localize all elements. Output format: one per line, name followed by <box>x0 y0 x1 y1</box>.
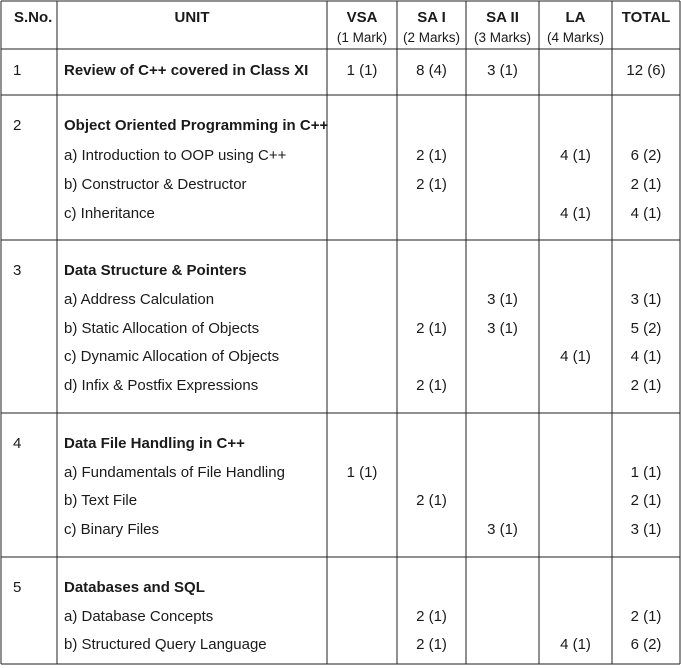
row5-sno: 5 <box>13 579 22 596</box>
row3-item4-label: d) Infix & Postfix Expressions <box>64 377 259 394</box>
row3-item1-total: 3 (1) <box>630 291 662 308</box>
row3-item4-sa1: 2 (1) <box>416 377 447 394</box>
header-la: LA <box>565 9 586 26</box>
header-sa1-sub: (2 Marks) <box>403 30 460 45</box>
header-vsa: VSA <box>346 9 378 26</box>
row3-title: Data Structure & Pointers <box>64 262 247 279</box>
row2-item3-la: 4 (1) <box>560 205 591 222</box>
row2-item2-total: 2 (1) <box>630 176 662 193</box>
row5-item1-total: 2 (1) <box>630 608 662 625</box>
row5-item2-label: b) Structured Query Language <box>64 636 267 653</box>
row3-sno: 3 <box>13 262 22 279</box>
header-vsa-sub: (1 Mark) <box>336 30 388 45</box>
header-total: TOTAL <box>621 9 671 26</box>
header-sno: S.No. <box>14 9 53 26</box>
row1-sa2: 3 (1) <box>487 62 518 79</box>
row2-item3-total: 4 (1) <box>630 205 662 222</box>
header-sa1: SA I <box>417 9 446 26</box>
row4-sno: 4 <box>13 435 22 452</box>
row2-item1-label: a) Introduction to OOP using C++ <box>64 147 287 164</box>
row4-item2-total: 2 (1) <box>630 492 662 509</box>
row4-item2-label: b) Text File <box>64 492 138 509</box>
row4-title: Data File Handling in C++ <box>64 435 245 452</box>
row1-sa1: 8 (4) <box>416 62 447 79</box>
row2-item1-la: 4 (1) <box>560 147 591 164</box>
row4-item1-vsa: 1 (1) <box>346 464 378 481</box>
row2-item2-label: b) Constructor & Destructor <box>64 176 247 193</box>
row1-vsa: 1 (1) <box>346 62 378 79</box>
header-sa2: SA II <box>486 9 519 26</box>
row5-item1-label: a) Database Concepts <box>64 608 214 625</box>
header-la-sub: (4 Marks) <box>547 30 604 45</box>
row3-item3-la: 4 (1) <box>560 348 591 365</box>
row2-sno: 2 <box>13 117 22 134</box>
row2-item1-sa1: 2 (1) <box>416 147 447 164</box>
row3-item2-sa1: 2 (1) <box>416 320 447 337</box>
row5-title: Databases and SQL <box>64 579 205 596</box>
row2-item2-sa1: 2 (1) <box>416 176 447 193</box>
row5-item2-la: 4 (1) <box>560 636 591 653</box>
row1-sno: 1 <box>13 62 22 79</box>
row2-title: Object Oriented Programming in C++ <box>64 117 329 134</box>
row3-item3-label: c) Dynamic Allocation of Objects <box>64 348 280 365</box>
row4-item3-label: c) Binary Files <box>64 521 160 538</box>
row2-item1-total: 6 (2) <box>630 147 662 164</box>
row4-item1-label: a) Fundamentals of File Handling <box>64 464 285 481</box>
row4-item3-total: 3 (1) <box>630 521 662 538</box>
row3-item1-sa2: 3 (1) <box>487 291 518 308</box>
row3-item2-sa2: 3 (1) <box>487 320 518 337</box>
row4-item3-sa2: 3 (1) <box>487 521 518 538</box>
row5-item2-sa1: 2 (1) <box>416 636 447 653</box>
row3-item2-total: 5 (2) <box>630 320 662 337</box>
row5-item2-total: 6 (2) <box>630 636 662 653</box>
row3-item3-total: 4 (1) <box>630 348 662 365</box>
row4-item1-total: 1 (1) <box>630 464 662 481</box>
row2-item3-label: c) Inheritance <box>64 205 155 222</box>
row3-item2-label: b) Static Allocation of Objects <box>64 320 260 337</box>
row3-item4-total: 2 (1) <box>630 377 662 394</box>
row4-item2-sa1: 2 (1) <box>416 492 447 509</box>
row1-title: Review of C++ covered in Class XI <box>64 62 309 79</box>
header-sa2-sub: (3 Marks) <box>474 30 531 45</box>
header-unit: UNIT <box>174 9 210 26</box>
row5-item1-sa1: 2 (1) <box>416 608 447 625</box>
row3-item1-label: a) Address Calculation <box>64 291 215 308</box>
row1-total: 12 (6) <box>626 62 666 79</box>
